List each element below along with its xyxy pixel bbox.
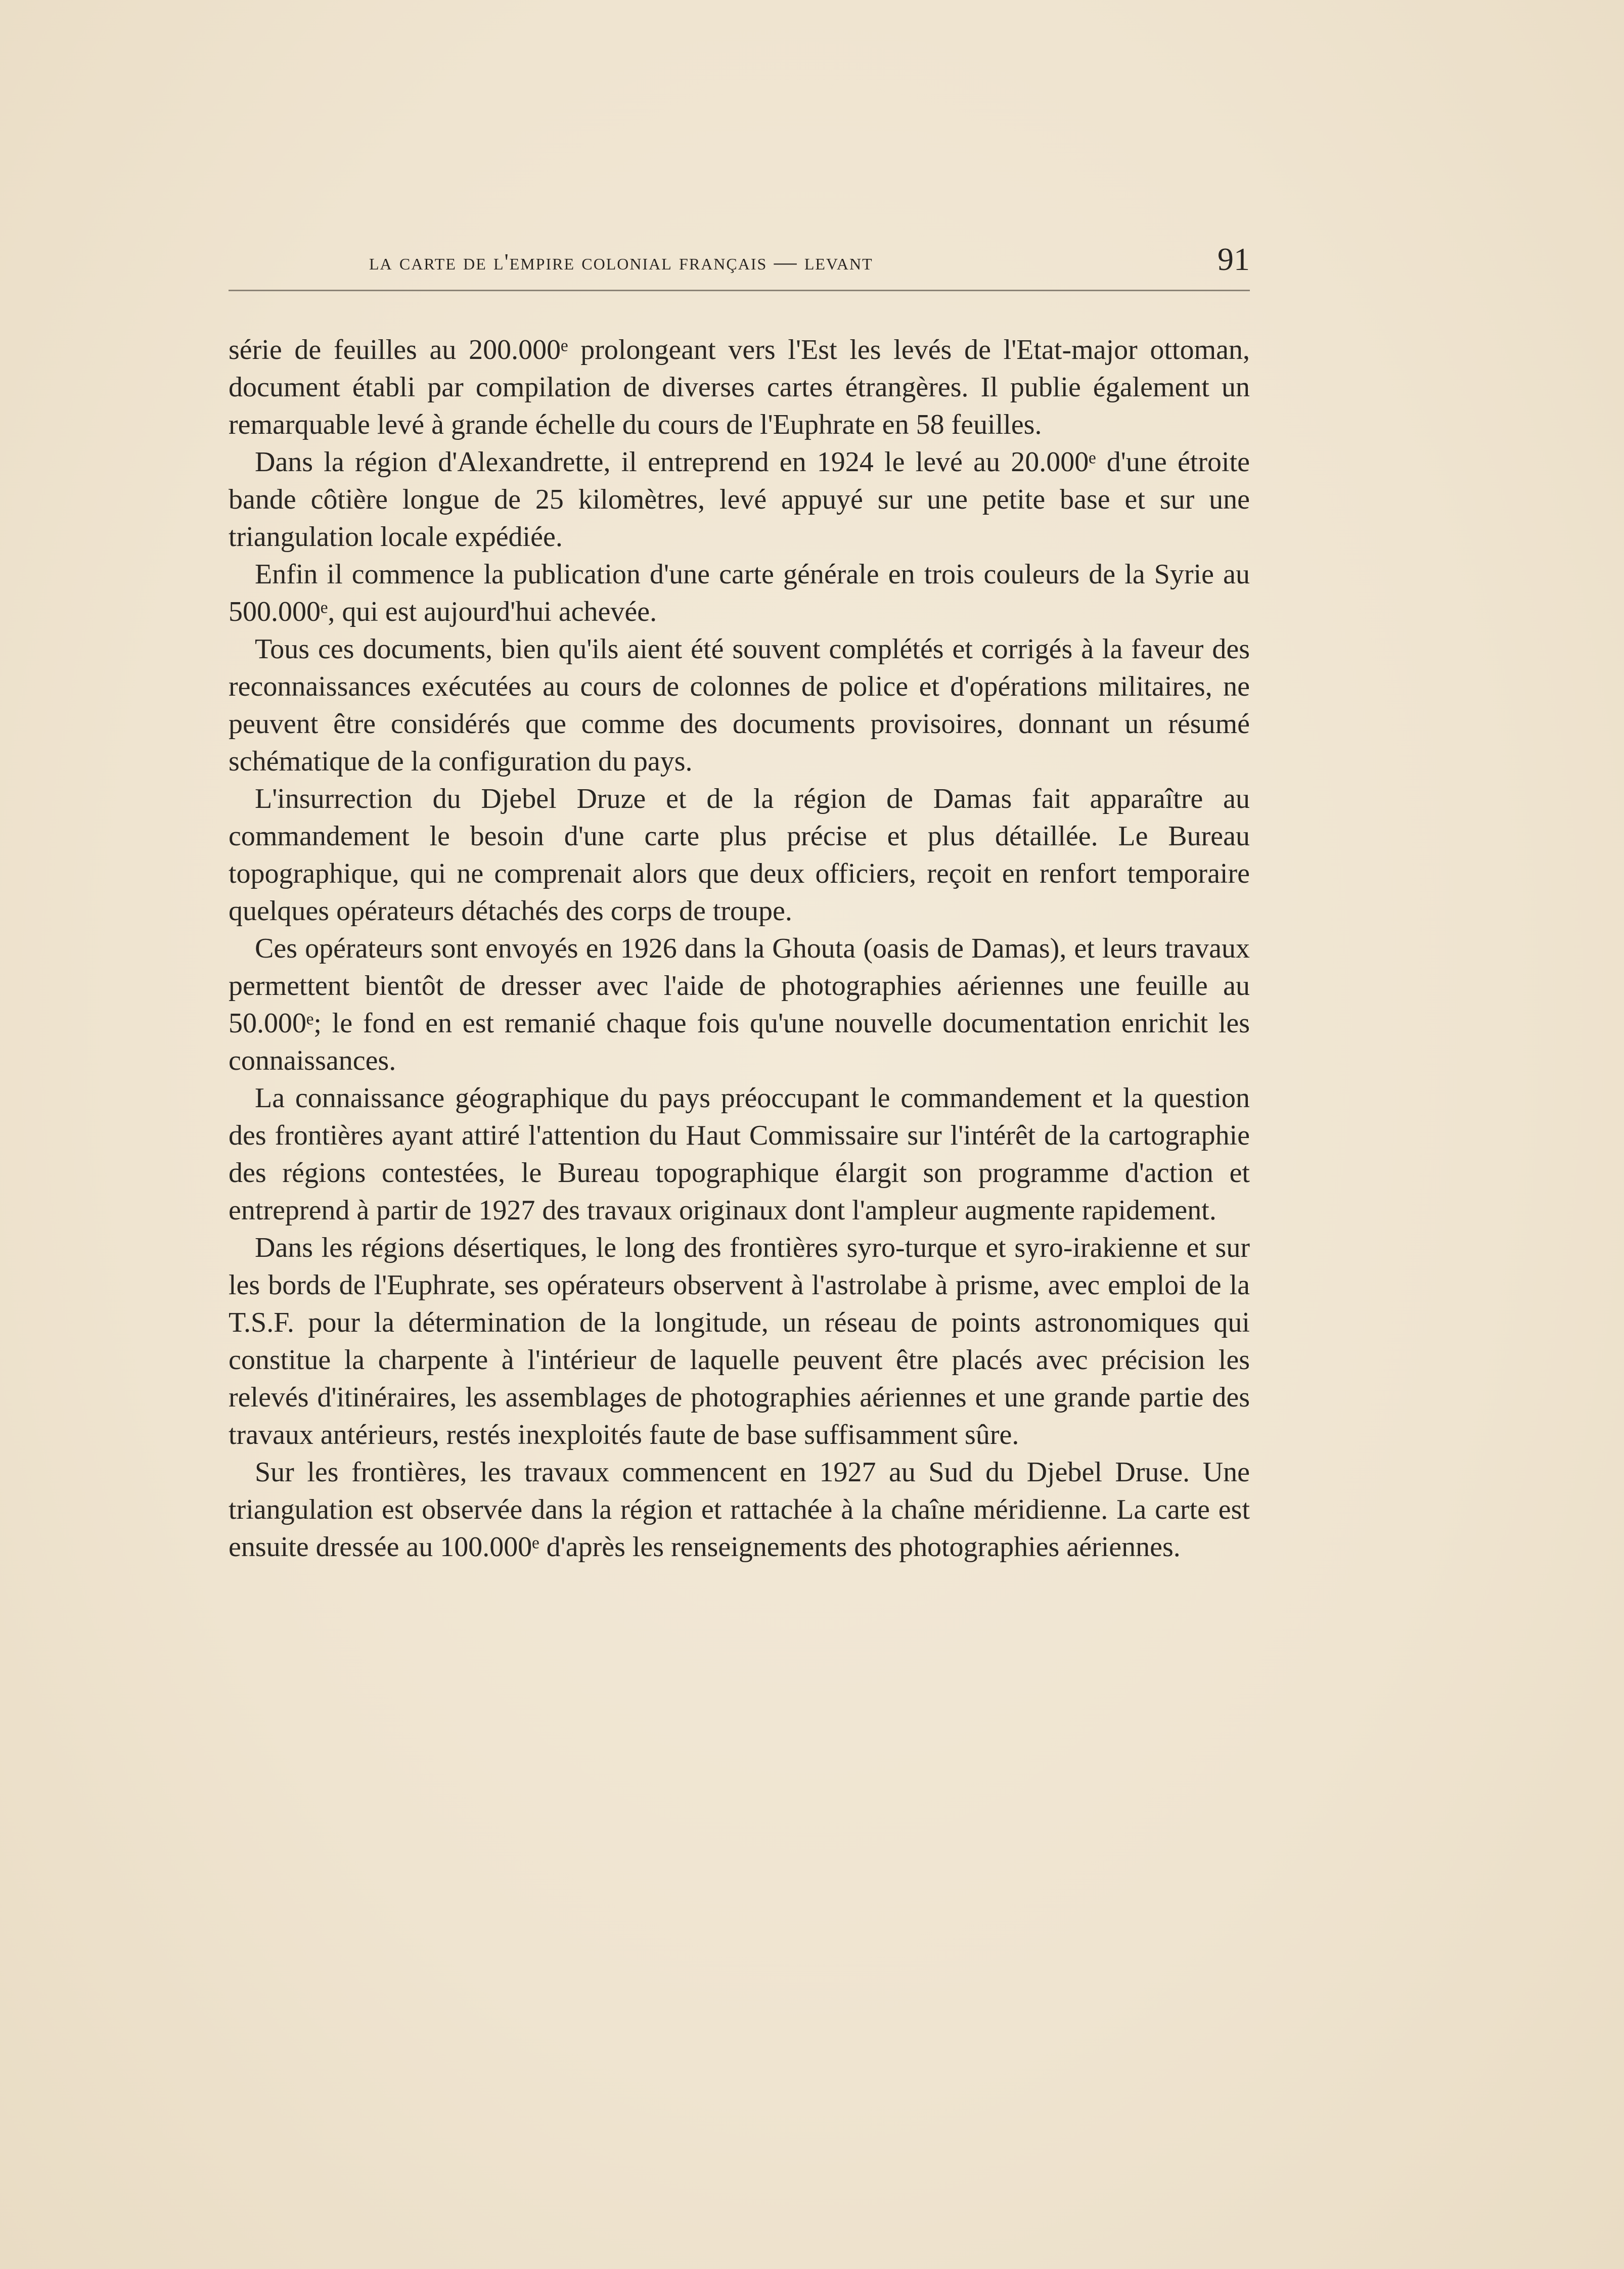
header-rule bbox=[229, 290, 1250, 291]
paragraph-9: Sur les frontières, les travaux commencent en 1927 au Sud du Djebel Druse. Une triangulation est observée dans la région et rattachée à la chaîne méridienne. La carte est ensuite dressée au 100.000ᵉ d'après les renseignements des photographies aériennes. bbox=[229, 1457, 1250, 1563]
paragraph-4: Tous ces documents, bien qu'ils aient été souvent complétés et corrigés à la faveur des reconnaissances exécutées au cours de colonnes de police et d'opérations militaires, ne peuvent être considérés que comme des documents provisoires, donnant un résumé schématique de la configuration du pays. bbox=[229, 633, 1250, 777]
paragraph-7: La connaissance géographique du pays préoccupant le commandement et la question des frontières ayant attiré l'attention du Haut Commissaire sur l'intérêt de la cartographie des régions contestées, le Bureau topographique élargit son programme d'action et entreprend à partir de 1927 des travaux originaux dont l'ampleur augmente rapidement. bbox=[229, 1082, 1250, 1226]
page-number: 91 bbox=[1217, 241, 1250, 277]
paragraph-3: Enfin il commence la publication d'une carte générale en trois couleurs de la Syrie au 500.000ᵉ, qui est aujourd'hui achevée. bbox=[229, 559, 1250, 627]
body-text bbox=[229, 331, 1250, 1566]
paragraph-2: Dans la région d'Alexandrette, il entreprend en 1924 le levé au 20.000ᵉ d'une étroite bande côtière longue de 25 kilomètres, levé appuyé sur une petite base et sur une triangulation locale expédiée. bbox=[229, 446, 1250, 553]
paragraph-6: Ces opérateurs sont envoyés en 1926 dans la Ghouta (oasis de Damas), et leurs travaux permettent bientôt de dresser avec l'aide de photographies aériennes une feuille au 50.000ᵉ; le fond en est remanié chaque fois qu'une nouvelle documentation enrichit les connaissances. bbox=[229, 933, 1250, 1076]
running-title: la carte de l'empire colonial français — levant bbox=[369, 249, 873, 275]
paragraph-1: série de feuilles au 200.000ᵉ prolongeant vers l'Est les levés de l'Etat-major ottoman, document établi par compilation de diverses cartes étrangères. Il publie également un remarquable levé à grande échelle du cours de l'Euphrate en 58 feuilles. bbox=[229, 334, 1250, 440]
paragraph-5: L'insurrection du Djebel Druze et de la région de Damas fait apparaître au commandement le besoin d'une carte plus précise et plus détaillée. Le Bureau topographique, qui ne comprenait alors que deux officiers, reçoit en renfort temporaire quelques opérateurs détachés des corps de troupe. bbox=[229, 783, 1250, 927]
paragraph-8: Dans les régions désertiques, le long des frontières syro-turque et syro-irakienne et sur les bords de l'Euphrate, ses opérateurs observent à l'astrolabe à prisme, avec emploi de la T.S.F. pour la détermination de la longitude, un réseau de points astronomiques qui constitue la charpente à l'intérieur de laquelle peuvent être placés avec précision les relevés d'itinéraires, les assemblages de photographies aériennes et une grande partie des travaux antérieurs, restés inexploités faute de base suffisamment sûre. bbox=[229, 1232, 1250, 1450]
page-header bbox=[229, 241, 1250, 281]
